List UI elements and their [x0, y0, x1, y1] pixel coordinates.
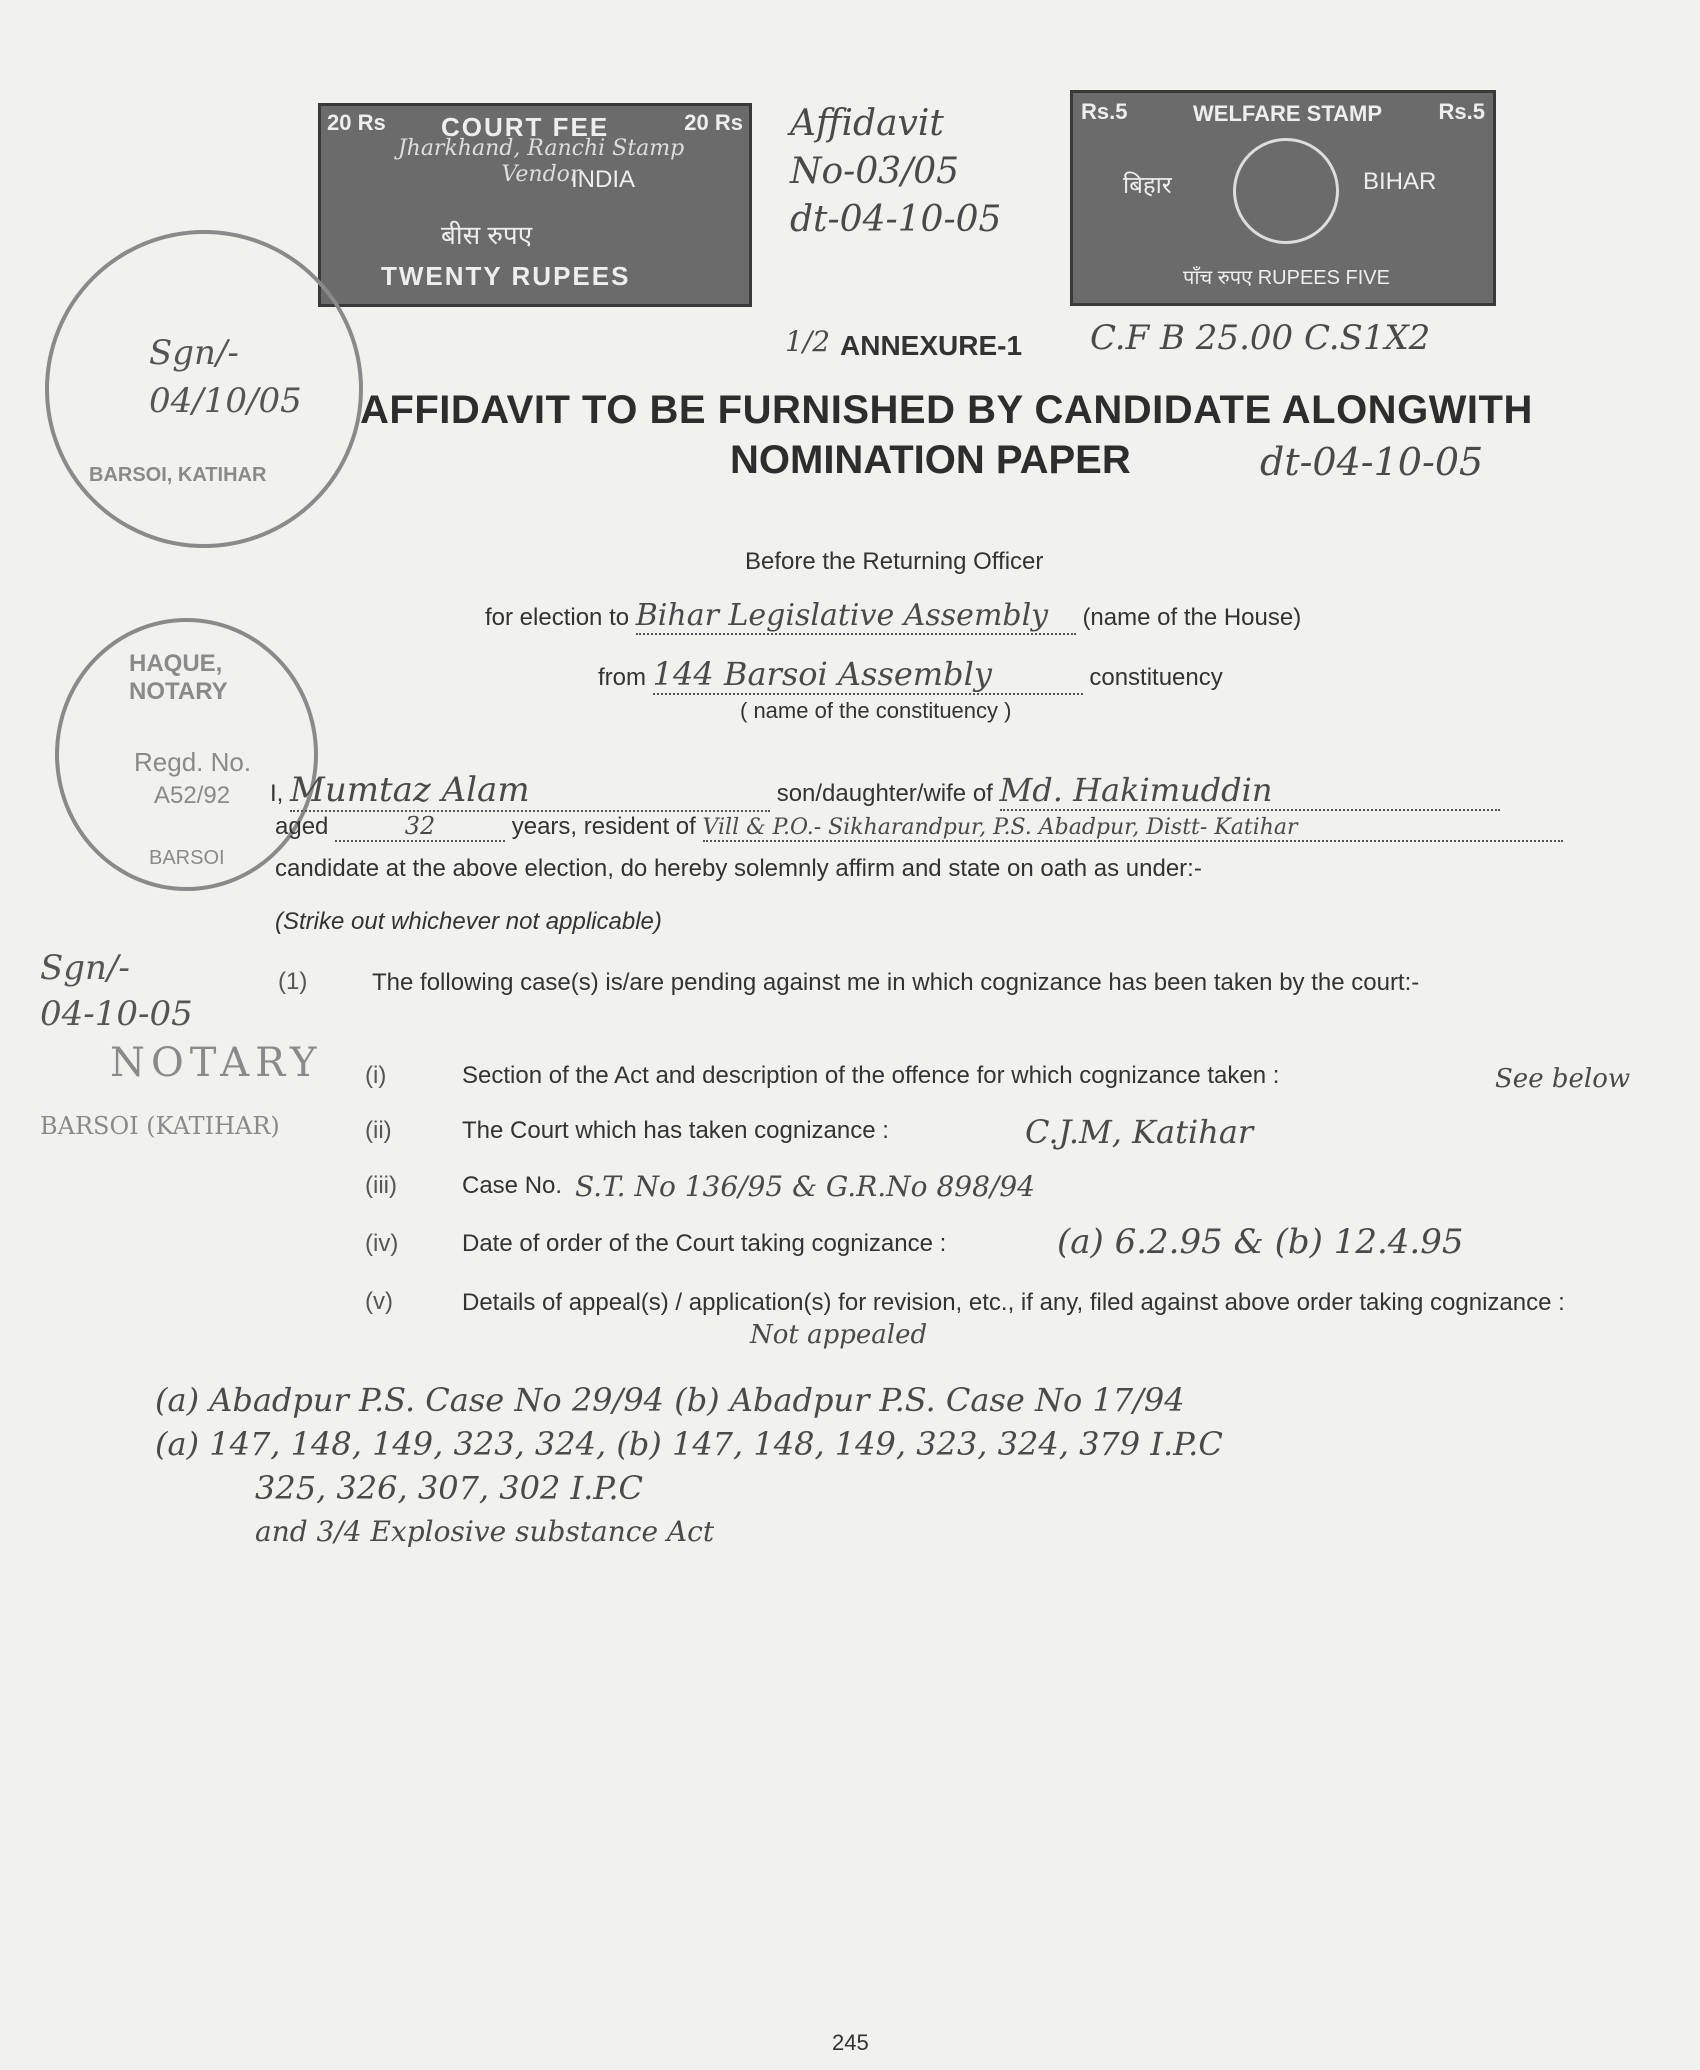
subitem-value: Not appealed — [750, 1320, 928, 1350]
parent-name: Md. Hakimuddin — [1000, 771, 1500, 811]
years-label: years, resident of — [511, 813, 696, 840]
affidavit-number-note — [790, 100, 1001, 244]
age-residence-line — [275, 812, 1563, 842]
notary-sign-date: 04-10-05 — [40, 994, 193, 1034]
stamp-value-text: TWENTY RUPEES — [381, 261, 631, 291]
title-date-note: dt-04-10-05 — [1260, 440, 1484, 484]
strike-note: (Strike out whichever not applicable) — [275, 908, 662, 935]
item-number: (1) — [278, 968, 308, 995]
case-detail-line: 325, 326, 307, 302 I.P.C — [255, 1469, 644, 1507]
subitem-num: (v) — [365, 1288, 393, 1315]
notary-signature — [40, 945, 193, 1037]
constituency-line — [598, 655, 1223, 695]
top-seal-ring-text: BARSOI, KATIHAR — [89, 464, 267, 486]
subitem-num: (ii) — [365, 1117, 392, 1144]
page-title-line2: NOMINATION PAPER — [730, 438, 1131, 482]
name-line — [270, 770, 1500, 812]
case-details-handwritten — [155, 1378, 1223, 1554]
welfare-denomination-left: Rs.5 — [1081, 99, 1128, 124]
notary-place-text: BARSOI (KATIHAR) — [40, 1112, 280, 1140]
constituency-suffix: constituency — [1089, 664, 1223, 691]
returning-officer-line: Before the Returning Officer — [745, 548, 1044, 575]
notary-round-seal — [55, 618, 318, 891]
welfare-heading: WELFARE STAMP — [1193, 101, 1383, 126]
subitem-label: The Court which has taken cognizance : — [462, 1117, 889, 1144]
annexure-label: ANNEXURE-1 — [840, 330, 1023, 361]
aged-value: 32 — [335, 812, 505, 842]
notary-sign: Sgn/- — [40, 948, 130, 988]
candidate-statement: candidate at the above election, do hereby solemnly affirm and state on oath as under:- — [275, 855, 1202, 882]
top-seal-sign: Sgn/- — [149, 333, 239, 373]
court-fee-stamp — [318, 103, 752, 307]
stamp-hindi-value: बीस रुपए — [441, 220, 533, 250]
candidate-name: Mumtaz Alam — [290, 770, 770, 812]
subitem-num: (iii) — [365, 1172, 397, 1199]
from-label: from — [598, 664, 646, 691]
welfare-emblem — [1233, 138, 1339, 244]
case-detail-line: (a) Abadpur P.S. Case No 29/94 (b) Abadpur P.S. Case No 17/94 — [155, 1381, 1185, 1419]
subitem-value: See below — [1495, 1064, 1631, 1094]
election-suffix: (name of the House) — [1082, 604, 1302, 631]
welfare-left-text: बिहार — [1123, 172, 1172, 199]
affidavit-label: Affidavit — [790, 103, 944, 144]
affidavit-number: No-03/05 — [790, 151, 960, 192]
stamp-vendor-overprint: Jharkhand, Ranchi Stamp Vendor — [397, 136, 685, 187]
subitem-label: Details of appeal(s) / application(s) for revision, etc., if any, filed against above order taking cognizance : — [462, 1289, 1565, 1316]
top-seal-date: 04/10/05 — [149, 381, 302, 421]
welfare-stamp — [1070, 90, 1496, 306]
constituency-hint: ( name of the constituency ) — [740, 698, 1012, 723]
aged-label: aged — [275, 813, 329, 840]
stamp-heading: COURT FEE — [441, 112, 610, 142]
notary-regd-number: A52/92 — [154, 782, 231, 809]
notary-stamp-text: NOTARY — [110, 1040, 323, 1086]
election-label: for election to — [485, 604, 630, 631]
subitem-value: (a) 6.2.95 & (b) 12.4.95 — [1057, 1222, 1464, 1262]
subitem-label: Date of order of the Court taking cognizance : — [462, 1230, 947, 1257]
constituency-value: 144 Barsoi Assembly — [653, 655, 1083, 695]
fee-note: C.F B 25.00 C.S1X2 — [1090, 318, 1431, 358]
name-prefix: I, — [270, 780, 284, 807]
election-house-value: Bihar Legislative Assembly — [636, 598, 1076, 635]
subitem-value: S.T. No 136/95 & G.R.No 898/94 — [575, 1170, 1035, 1203]
notary-seal-ring-text: HAQUE, NOTARY — [129, 650, 228, 705]
welfare-right-text: BIHAR — [1363, 168, 1437, 195]
subitem-num: (i) — [365, 1062, 387, 1089]
stamp-denomination-left: 20 Rs — [327, 110, 386, 135]
subitem-label: Case No. — [462, 1172, 563, 1199]
subitem-value: C.J.M, Katihar — [1025, 1113, 1254, 1151]
stamp-country: INDIA — [571, 166, 636, 193]
affidavit-date: dt-04-10-05 — [790, 199, 1002, 240]
welfare-denomination-right: Rs.5 — [1438, 99, 1485, 124]
case-detail-line: and 3/4 Explosive substance Act — [255, 1515, 715, 1548]
case-detail-line: (a) 147, 148, 149, 323, 324, (b) 147, 148, 149, 323, 324, 379 I.P.C — [155, 1425, 1223, 1463]
page-title-line1: AFFIDAVIT TO BE FURNISHED BY CANDIDATE ALONGWITH — [360, 388, 1533, 432]
top-seal-signature — [149, 329, 302, 425]
welfare-value-text: पाँच रुपए RUPEES FIVE — [1183, 267, 1390, 289]
annexure-prefix: 1/2 — [785, 325, 831, 358]
notary-regd-label: Regd. No. — [134, 747, 252, 777]
residence-value: Vill & P.O.- Sikharandpur, P.S. Abadpur, Distt- Katihar — [703, 815, 1563, 842]
stamp-denomination-right: 20 Rs — [684, 110, 743, 135]
relation-label: son/daughter/wife of — [776, 780, 993, 807]
subitem-label: Section of the Act and description of the offence for which cognizance taken : — [462, 1062, 1280, 1089]
top-round-seal — [45, 230, 363, 548]
page-number: 245 — [832, 2030, 869, 2055]
subitem-num: (iv) — [365, 1230, 399, 1257]
item-text: The following case(s) is/are pending against me in which cognizance has been taken by the court:- — [372, 969, 1420, 996]
notary-seal-place: BARSOI — [149, 847, 225, 869]
election-line — [485, 598, 1301, 635]
